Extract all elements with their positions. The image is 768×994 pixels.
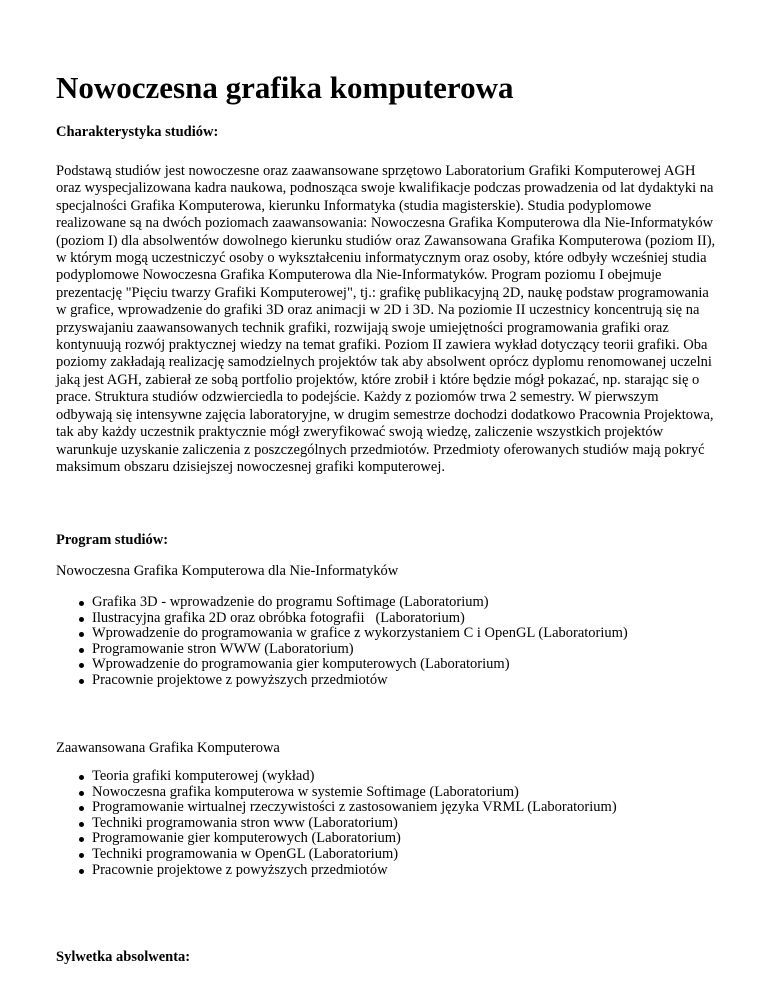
characteristics-paragraph: Podstawą studiów jest nowoczesne oraz zaawansowane sprzętowo Laboratorium Grafiki Komputerowej AGH oraz wyspecjalizowana kadra naukowa, podnosząca swoje kwalifikacje podczas prowadzenia od lat dydaktyki na specjalności Grafika Komputerowa, kierunku Informatyka (studia magisterskie). Studia podyplomowe realizowane są na dwóch poziomach zaawansowania: Nowoczesna Grafika Komputerowa dla Nie-Informatyków (poziom I) dla absolwentów dowolnego kierunku studiów oraz Zawansowana Grafika Komputerowa (poziom II), w którym mogą uczestniczyć osoby o wykształceniu informatycznym oraz osoby, które odbyły wcześniej studia podyplomowe Nowoczesna Grafika Komputerowa dla Nie-Informatyków. Program poziomu I obejmuje prezentację "Pięciu twarzy Grafiki Komputerowej", tj.: grafikę publikacyjną 2D, naukę podstaw programowania w grafice, wprowadzenie do grafiki 3D oraz animacji w 2D i 3D. Na poziomie II uczestnicy koncentrują się na przyswajaniu zaawansowanych technik grafiki, rozwijają swoje umiejętności programowania grafiki oraz kontynuują rozwój praktycznej wiedzy na temat grafiki. Poziom II zawiera wykład dotyczący teorii grafiki. Oba poziomy zakładają realizację samodzielnych projektów tak aby absolwent oprócz dyplomu renomowanej uczelni jaką jest AGH, zabierał ze sobą portfolio projektów, które zrobił i które będzie mógł pokazać, np. starając się o prace. Struktura studiów odzwierciedla to podejście. Każdy z poziomów trwa 2 semestry. W pierwszym odbywają się intensywne zajęcia laboratoryjne, w drugim semestrze dochodzi dodatkowo Pracownia Projektowa, tak aby każdy uczestnik praktycznie mógł zweryfikować swoją wiedzę, zaliczenie wszystkich projektów warunkuje uzyskanie zaliczenia z poszczególnych przedmiotów. Przedmioty oferowanych studiów mają pokryć maksimum obszaru dzisiejszej nowoczesnej grafiki komputerowej. [56, 163, 716, 475]
level2-title: Zaawansowana Grafika Komputerowa [56, 740, 280, 756]
level1-title: Nowoczesna Grafika Komputerowa dla Nie-Informatyków [56, 563, 399, 579]
list-item: Programowanie stron WWW (Laboratorium) [76, 642, 628, 658]
list-item: Wprowadzenie do programowania gier komputerowych (Laboratorium) [76, 657, 628, 673]
list-item: Teoria grafiki komputerowej (wykład) [76, 769, 617, 785]
list-item: Techniki programowania stron www (Laboratorium) [76, 816, 617, 832]
list-item: Ilustracyjna grafika 2D oraz obróbka fotografii (Laboratorium) [76, 611, 628, 627]
level1-course-list [76, 595, 628, 689]
list-item: Programowanie wirtualnej rzeczywistości z zastosowaniem języka VRML (Laboratorium) [76, 800, 617, 816]
list-item: Techniki programowania w OpenGL (Laboratorium) [76, 847, 617, 863]
list-item: Wprowadzenie do programowania w grafice z wykorzystaniem C i OpenGL (Laboratorium) [76, 626, 628, 642]
list-item: Pracownie projektowe z powyższych przedmiotów [76, 863, 617, 879]
characteristics-heading: Charakterystyka studiów: [56, 124, 219, 140]
list-item: Grafika 3D - wprowadzenie do programu Softimage (Laboratorium) [76, 595, 628, 611]
program-heading: Program studiów: [56, 532, 169, 548]
page-title: Nowoczesna grafika komputerowa [56, 70, 514, 105]
list-item: Pracownie projektowe z powyższych przedmiotów [76, 673, 628, 689]
graduate-heading: Sylwetka absolwenta: [56, 949, 191, 965]
list-item: Nowoczesna grafika komputerowa w systemie Softimage (Laboratorium) [76, 785, 617, 801]
list-item: Programowanie gier komputerowych (Laboratorium) [76, 831, 617, 847]
level2-course-list [76, 769, 617, 878]
